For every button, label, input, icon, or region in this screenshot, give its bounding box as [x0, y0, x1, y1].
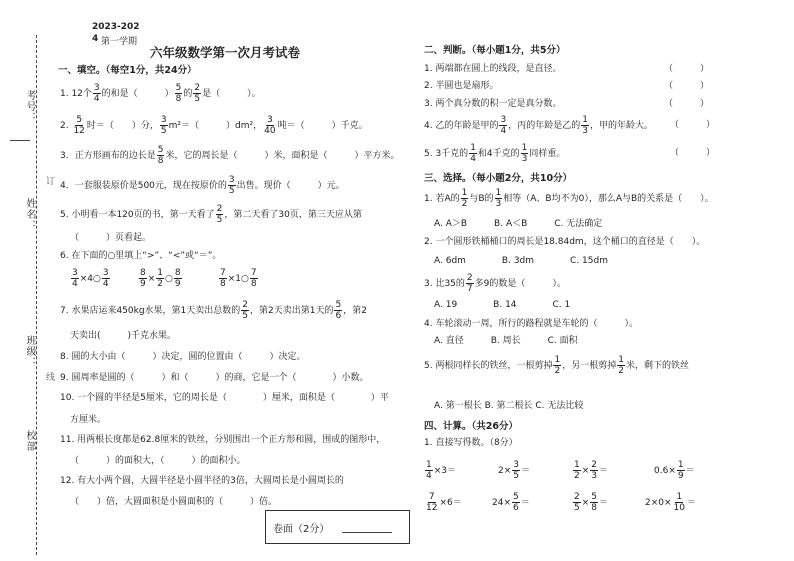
judge-3: 3. 两个真分数的积一定是真分数。	[424, 99, 562, 109]
seal-char: 线	[46, 373, 56, 383]
section-choice: 三、选择。（每小题2分，共10分）	[424, 173, 573, 184]
judge-2: 2. 半圆也是扇形。	[424, 81, 499, 91]
calc-item: 0.6× $\frac{1}{9}$ ＝	[654, 460, 695, 481]
judge-5: 5. 3千克的 $\frac{1}{4}$ 和4千克的 $\frac{1}{3}$ 同样重。	[424, 143, 566, 164]
binding-label-school: 校部	[24, 430, 35, 452]
choice-3: 3. 比35的 $\frac{2}{7}$ 多9的数是（ ）。	[424, 273, 566, 294]
question-5: 5. 小明看一本120页的书，第一天看了 $\frac{2}{5}$ ，第二天看了30页，第三天应从第	[60, 204, 362, 225]
choice-4-options: A. 直径 B. 周长 C. 面积	[434, 336, 578, 346]
question-3: 3．正方形画布的边长是 $\frac{5}{8}$ 米，它的周长是（ ）米，面积是（ ）平方米。	[60, 145, 400, 166]
judge-3-paren: （ ）	[664, 99, 710, 109]
year-line2: 4	[92, 34, 99, 44]
choice-5: 5. 两根同样长的铁丝，一根剪掉 $\frac{1}{2}$ ，另一根剪掉 $\frac{1}{2}$ 米，剩下的铁丝	[424, 355, 689, 376]
question-4: 4．一套服装原价是500元，现在按原价的 $\frac{3}{5}$ 出售。现价（ ）元。	[60, 175, 345, 196]
question-2: 2. $\frac{5}{12}$ 时＝（ ）分， $\frac{3}{5}$ m²＝（ ）dm²， $\frac{3}{40}$ 吨＝（ ）千克。	[60, 115, 368, 136]
judge-1: 1. 两端都在圆上的线段，是直径。	[424, 64, 562, 74]
choice-2-options: A. 6dm B. 3dm C. 15dm	[434, 256, 608, 266]
calc-title: 1. 直接写得数。（8分）	[424, 438, 518, 448]
judge-2-paren: （ ）	[664, 81, 710, 91]
question-10-cont: 方厘米。	[70, 415, 107, 425]
calc-item: $\frac{7}{12}$ ×6＝	[426, 492, 462, 513]
compare-1: $\frac{3}{4}$ ×4○ $\frac{3}{4}$	[72, 268, 109, 289]
calc-item: 2× $\frac{3}{5}$ ＝	[498, 460, 531, 481]
neatness-label: 卷面（2分）	[273, 524, 330, 535]
section-true-false: 二、判断。（每小题1分，共5分）	[424, 45, 566, 56]
neatness-underline	[342, 532, 392, 533]
choice-4: 4. 车轮滚动一周，所行的路程就是车轮的（ ）。	[424, 319, 638, 329]
judge-4: 4. 乙的年龄是甲的 $\frac{3}{4}$ ，丙的年龄是乙的 $\frac{1}{3}$ ，甲的年龄大。	[424, 115, 653, 136]
choice-2: 2. 一个圆形铁桶桶口的周长是18.84dm，这个桶口的直径是（ ）。	[424, 237, 706, 247]
question-8: 8. 圆的大小由（ ）决定，圆的位置由（ ）决定。	[60, 352, 306, 362]
question-6: 6. 在下面的○里填上“>”、“<”或“＝”。	[60, 251, 222, 261]
term: 第一学期	[101, 37, 138, 47]
question-10: 10. 一个圆的半径是5厘米，它的周长是（ ）厘米，面积是（ ）平	[60, 393, 389, 403]
binding-underline	[10, 140, 30, 141]
calc-item: 24× $\frac{5}{6}$ ＝	[492, 492, 530, 513]
question-9: 9. 圆周率是圆的（ ）和（ ）的商，它是一个（ ）小数。	[60, 373, 369, 383]
binding-label-id: 考号：	[24, 90, 35, 123]
question-11: 11. 用两根长度都是62.8厘米的铁丝，分别围出一个正方形和圆，围成的图形中，	[60, 435, 386, 445]
question-5-cont: （ ）页看起。	[70, 233, 152, 243]
calc-item: $\frac{2}{5}$ × $\frac{5}{8}$ ＝	[574, 492, 609, 513]
year-line1: 2023-202	[92, 22, 140, 32]
question-7: 7. 水果店运来450kg水果，第1天卖出总数的 $\frac{2}{5}$ ，第2天卖出第1天的 $\frac{5}{6}$ ，第2	[60, 300, 367, 321]
binding-label-name: 姓名：	[24, 198, 35, 231]
question-1: 1. 12个 $\frac{3}{4}$ 的和是（ ） $\frac{5}{8}$ 的 $\frac{2}{5}$ 是（ ）。	[60, 83, 261, 104]
calc-item: 2×0× $\frac{1}{10}$ ＝	[645, 492, 697, 513]
question-11-cont: （ ）的面积大，（ ）的面积小。	[70, 456, 246, 466]
question-12: 12. 有大小两个圆，大圆半径是小圆半径的3倍，大圆周长是小圆周长的	[60, 476, 344, 486]
calc-item: $\frac{1}{2}$ × $\frac{2}{3}$ ＝	[574, 460, 609, 481]
section-calc: 四、计算。（共26分）	[424, 421, 518, 432]
compare-3: $\frac{7}{8}$ ×1○ $\frac{7}{8}$	[220, 268, 257, 289]
question-12-cont: （ ）倍，大圆面积是小圆面积的（ ）倍。	[70, 497, 278, 507]
judge-5-paren: （ ）	[670, 148, 716, 158]
choice-1-options: A. A＞B B. A＜B C. 无法确定	[434, 219, 603, 229]
binding-label-class: 班级：	[24, 335, 35, 368]
choice-3-options: A. 19 B. 14 C. 1	[434, 300, 571, 310]
page-title: 六年级数学第一次月考试卷	[150, 45, 301, 60]
judge-1-paren: （ ）	[664, 64, 710, 74]
compare-2: $\frac{8}{9}$ × $\frac{1}{2}$ ○ $\frac{8}{9}$	[140, 268, 181, 289]
calc-item: $\frac{1}{4}$ ×3＝	[426, 460, 457, 481]
seal-char: 订	[46, 177, 56, 187]
choice-5-options: A. 第一根长 B. 第二根长 C. 无法比较	[434, 401, 584, 411]
judge-4-paren: （ ）	[670, 120, 716, 130]
question-7-cont: 天卖出( )千克水果。	[70, 331, 177, 341]
section-fill-blank: 一、填空。（每空1分，共24分）	[58, 65, 197, 76]
choice-1: 1. 若A的 $\frac{1}{2}$ 与B的 $\frac{1}{3}$ 相等（A、B均不为0），那么A与B的关系是（ ）。	[424, 188, 714, 209]
